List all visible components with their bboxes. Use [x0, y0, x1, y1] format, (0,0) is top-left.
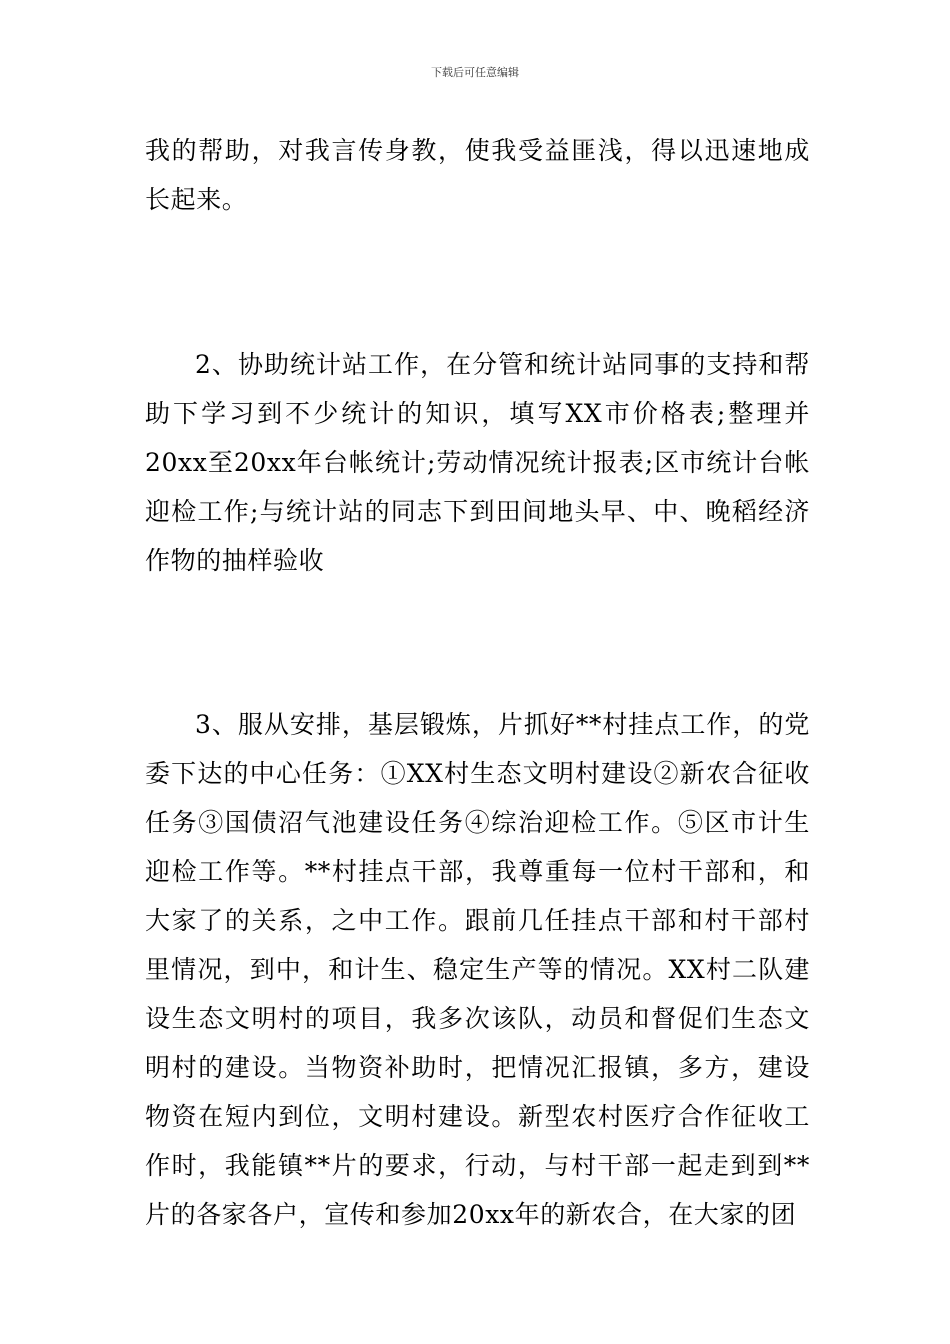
paragraph-item-2: 2、协助统计站工作，在分管和统计站同事的支持和帮助下学习到不少统计的知识，填写XX市价格表;整理并20xx至20xx年台帐统计;劳动情况统计报表;区市统计台帐迎检工作;与统计站的同志下到田间地头早、中、晚稻经济作物的抽样验收 [145, 350, 810, 575]
page-header: 下载后可任意编辑 [431, 66, 519, 79]
paragraph-continuation: 我的帮助，对我言传身教，使我受益匪浅，得以迅速地成长起来。 [145, 136, 810, 214]
document-body [145, 126, 810, 1239]
paragraph-item-3: 3、服从安排，基层锻炼，片抓好**村挂点工作，的党委下达的中心任务：①XX村生态文明村建设②新农合征收任务③国债沼气池建设任务④综治迎检工作。⑤区市计生迎检工作等。**村挂点干部，我尊重每一位村干部和，和大家了的关系，之中工作。跟前几任挂点干部和村干部村里情况，到中，和计生、稳定生产等的情况。XX村二队建设生态文明村的项目，我多次该队，动员和督促们生态文明村的建设。当物资补助时，把情况汇报镇，多方，建设物资在短内到位，文明村建设。新型农村医疗合作征收工作时，我能镇**片的要求，行动，与村干部一起走到到**片的各家各户，宣传和参加20xx年的新农合，在大家的团 [145, 710, 810, 1229]
